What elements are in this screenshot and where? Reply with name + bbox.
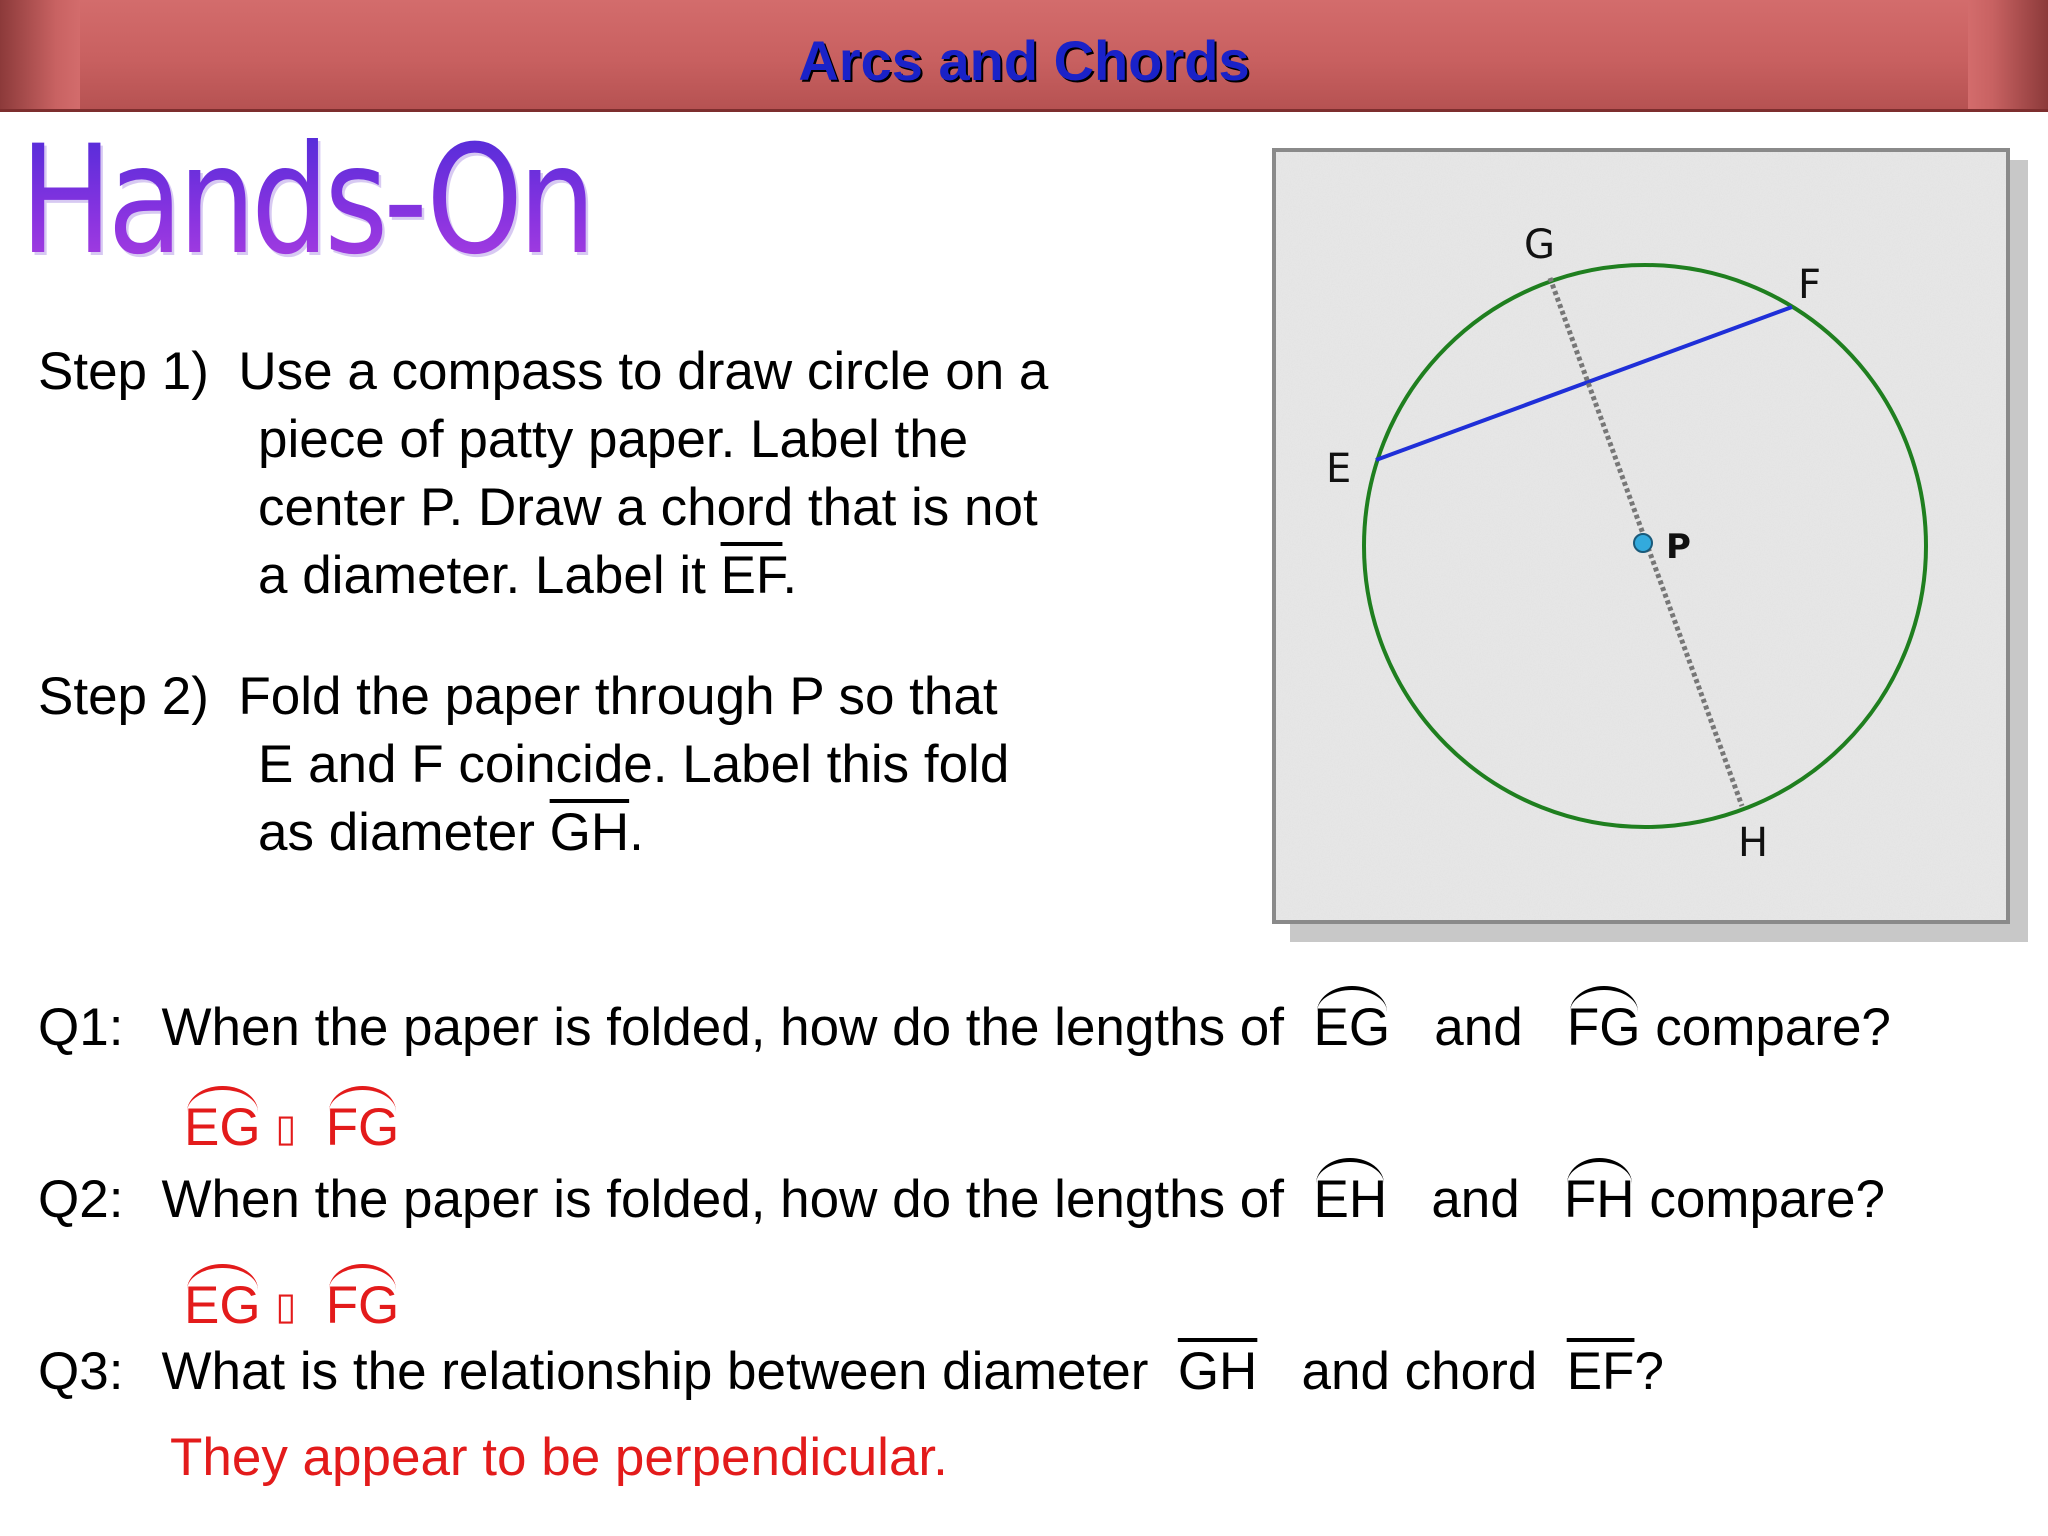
segment-gh-q3: $\overline{GH}$	[1177, 1342, 1258, 1401]
answer-1-congruent-symbol: ▯	[275, 1108, 297, 1150]
question-3	[38, 1340, 1664, 1404]
question-1-number: Q1:	[38, 998, 124, 1057]
label-g: G	[1524, 222, 1555, 268]
step-1-line-2: piece of patty paper. Label the	[258, 410, 969, 469]
answer-2-arc-fg: FG	[326, 1274, 400, 1338]
step-2-period: .	[629, 803, 644, 862]
question-2-number: Q2:	[38, 1170, 124, 1229]
answer-2	[184, 1274, 399, 1339]
step-1-line-1: Use a compass to draw circle on a	[238, 342, 1049, 401]
question-3-number: Q3:	[38, 1342, 124, 1401]
hands-on-heading: Hands-On	[20, 114, 592, 288]
step-1-period: .	[782, 546, 798, 605]
question-3-prefix: What is the relationship between diameter	[161, 1342, 1164, 1401]
step-2	[38, 663, 1009, 867]
question-1-prefix: When the paper is folded, how do the lengths of	[161, 998, 1299, 1057]
question-2-suffix: compare?	[1649, 1170, 1886, 1229]
arc-fh: FH	[1564, 1168, 1635, 1232]
answer-2-congruent-symbol: ▯	[275, 1286, 297, 1328]
answer-2-arc-eg: EG	[184, 1274, 261, 1338]
question-2	[38, 1168, 1885, 1232]
step-1-label: Step 1)	[38, 342, 209, 401]
question-1-suffix: compare?	[1655, 998, 1891, 1057]
label-e: E	[1326, 446, 1352, 492]
segment-gh: $\overline{GH}$	[549, 803, 630, 862]
segment-ef-q3: $\overline{EF}$	[1566, 1342, 1635, 1401]
step-2-label: Step 2)	[38, 667, 209, 726]
title-bar	[0, 0, 2048, 112]
step-2-line-3: as diameter	[258, 803, 550, 862]
step-1-line-3: center P. Draw a chord that is not	[258, 478, 1038, 537]
segment-ef: $\overline{EF}$	[720, 546, 783, 605]
question-2-and: and	[1431, 1170, 1520, 1229]
answer-1-arc-eg: EG	[184, 1096, 261, 1160]
patty-paper-diagram	[1272, 148, 2010, 924]
question-1-and: and	[1434, 998, 1523, 1057]
step-1	[38, 338, 1048, 610]
arc-eg: EG	[1313, 996, 1390, 1060]
answer-3: They appear to be perpendicular.	[170, 1428, 948, 1487]
slide-title: Arcs and Chords	[798, 29, 1250, 92]
step-1-line-4: a diameter. Label it	[258, 546, 721, 605]
step-2-line-1: Fold the paper through P so that	[238, 667, 998, 726]
question-1	[38, 996, 1891, 1060]
question-3-middle: and chord	[1301, 1342, 1538, 1401]
label-f: F	[1798, 262, 1822, 308]
label-h: H	[1738, 820, 1769, 866]
arc-eh: EH	[1313, 1168, 1387, 1232]
arc-fg: FG	[1567, 996, 1641, 1060]
question-2-prefix: When the paper is folded, how do the lengths of	[161, 1170, 1299, 1229]
answer-1	[184, 1096, 399, 1161]
step-2-line-2: E and F coincide. Label this fold	[258, 735, 1010, 794]
answer-1-arc-fg: FG	[326, 1096, 400, 1160]
label-p: P	[1666, 527, 1691, 567]
center-point-p	[1634, 534, 1652, 552]
question-3-suffix: ?	[1634, 1342, 1664, 1401]
circle-diagram-svg	[1276, 152, 2010, 924]
